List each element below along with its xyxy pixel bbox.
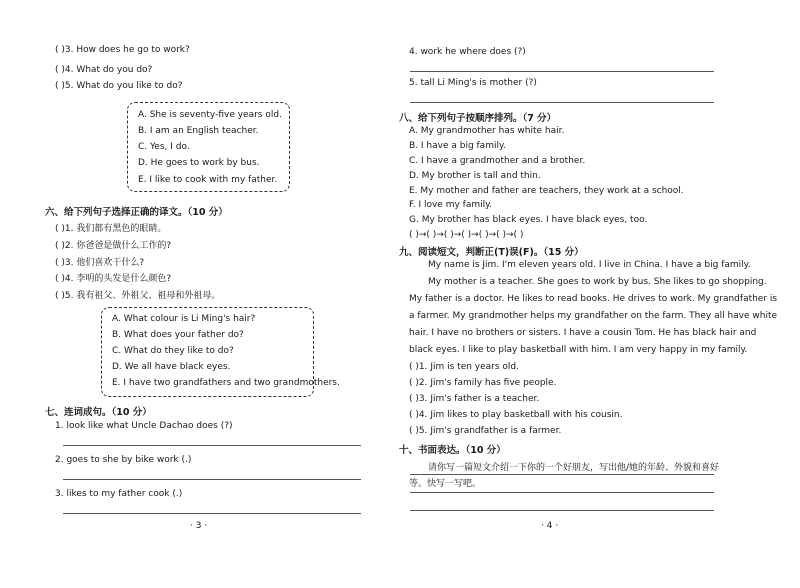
section6-item: ( )5. 我有祖父、外祖父、祖母和外祖母。 [55,291,221,301]
passage-line: black eyes. I like to play basketball with him. I am very happy in my family. [409,345,748,355]
option-c: C. Yes, I do. [138,142,190,152]
passage-line: My father is a doctor. He likes to read books. He drives to work. My grandfather is [409,294,778,304]
section8-item: G. My brother has black eyes. I have black eyes, too. [409,215,648,225]
section7-item: 1. look like what Uncle Dachao does (?) [55,421,233,431]
section9-item: ( )1. Jim is ten years old. [409,362,520,372]
option-c: C. What do they like to do? [112,346,234,356]
option-b: B. I am an English teacher. [138,126,259,136]
section6-title: 六、给下列句子选择正确的译文。（10 分） [45,207,228,218]
passage-line: My mother is a teacher. She goes to work by bus. She likes to go shopping. [428,277,767,287]
option-d: D. He goes to work by bus. [138,158,260,168]
writing-line [410,510,714,511]
option-e: E. I like to cook with my father. [138,175,278,185]
section7-item: 3. likes to my father cook (.) [55,489,183,499]
section8-item: D. My brother is tall and thin. [409,171,541,181]
answer-line [410,71,714,72]
section7-title: 七、连词成句。（10 分） [45,407,152,418]
match-q3: ( )3. How does he go to work? [55,45,190,55]
section8-item: F. I love my family. [409,200,493,210]
section8-item: B. I have a big family. [409,141,506,151]
option-e: E. I have two grandfathers and two grandmothers. [112,378,340,388]
writing-line [410,492,714,493]
match-q4: ( )4. What do you do? [55,65,153,75]
answer-line [410,102,714,103]
section10-title: 十、书面表达。（10 分） [399,445,506,456]
section6-item: ( )3. 他们喜欢干什么? [55,258,145,268]
writing-line [410,474,714,475]
order-answer-line: ( )→( )→( )→( )→( )→( )→( ) [409,230,524,240]
section8-title: 八、给下列句子按顺序排列。（7 分） [399,113,557,124]
option-a: A. She is seventy-five years old. [138,110,282,120]
match-q5: ( )5. What do you like to do? [55,81,183,91]
writing-prompt: 请你写一篇短文介绍一下你的一个好朋友，写出他/她的年龄、外貌和喜好 [428,463,720,473]
section7-item: 5. tall Li Ming's is mother (?) [409,78,537,88]
answer-line [63,513,361,514]
option-a: A. What colour is Li Ming's hair? [112,314,256,324]
section6-item: ( )2. 你爸爸是做什么工作的? [55,241,172,251]
section9-item: ( )4. Jim likes to play basketball with his cousin. [409,410,623,420]
section8-item: A. My grandmother has white hair. [409,126,565,136]
answer-line [63,445,361,446]
section7-item: 4. work he where does (?) [409,47,526,57]
passage-line: a farmer. My grandmother helps my grandfather on the farm. They all have white [409,311,778,321]
answer-line [63,479,361,480]
section7-item: 2. goes to she by bike work (.) [55,455,192,465]
section9-item: ( )5. Jim's grandfather is a farmer. [409,426,562,436]
option-b: B. What does your father do? [112,330,244,340]
section9-item: ( )2. Jim's family has five people. [409,378,557,388]
writing-prompt: 等。快写一写吧。 [409,479,482,489]
option-d: D. We all have black eyes. [112,362,231,372]
passage-line: hair. I have no brothers or sisters. I have a cousin Tom. He has black hair and [409,328,757,338]
section9-title: 九、阅读短文，判断正(T)误(F)。（15 分） [399,247,584,258]
page-number: · 4 · [541,521,559,531]
section8-item: C. I have a grandmother and a brother. [409,156,586,166]
passage-line: My name is Jim. I'm eleven years old. I live in China. I have a big family. [428,260,751,270]
section8-item: E. My mother and father are teachers, they work at a school. [409,186,684,196]
section9-item: ( )3. Jim's father is a teacher. [409,394,540,404]
page-number: · 3 · [190,521,208,531]
section6-item: ( )1. 我们都有黑色的眼睛。 [55,224,167,234]
section6-item: ( )4. 李明的头发是什么颜色? [55,274,172,284]
